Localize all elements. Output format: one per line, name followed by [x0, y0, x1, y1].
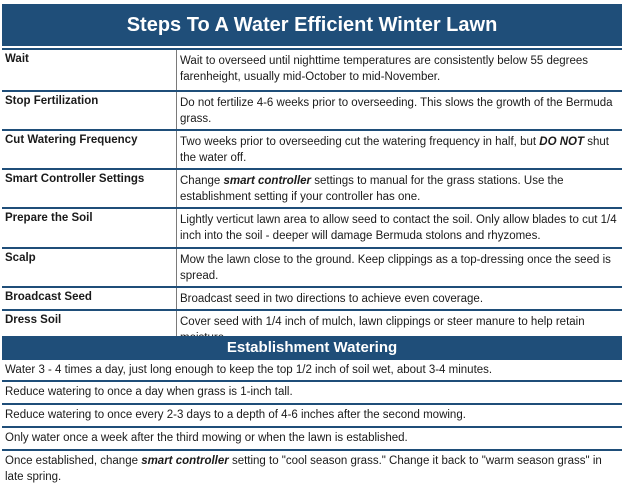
list-item: Reduce watering to once every 2-3 days to a depth of 4-6 inches after the second mowing.	[2, 405, 622, 428]
list-item: Only water once a week after the third mowing or when the lawn is established.	[2, 428, 622, 451]
table-row	[2, 49, 622, 91]
step-text: Change smart controller settings to manual for the grass stations. Use the establishment setting if your controller has one.	[177, 169, 623, 208]
table-row	[2, 208, 622, 248]
step-text: Two weeks prior to overseeding cut the watering frequency in half, but DO NOT shut the water off.	[177, 130, 623, 169]
table-row	[2, 287, 622, 310]
step-text: Wait to overseed until nighttime temperatures are consistently below 55 degrees farenheight, usually mid-October to mid-November.	[177, 49, 623, 91]
list-item: Water 3 - 4 times a day, just long enough to keep the top 1/2 inch of soil wet, about 3-4 minutes.	[2, 360, 622, 382]
steps-table	[2, 48, 622, 350]
emphasis-text: smart controller	[223, 175, 312, 187]
step-text: Do not fertilize 4-6 weeks prior to overseeding. This slows the growth of the Bermuda grass.	[177, 91, 623, 130]
table-row	[2, 130, 622, 169]
step-label: Cut Watering Frequency	[2, 130, 177, 169]
step-text: Broadcast seed in two directions to achieve even coverage.	[177, 287, 623, 310]
step-text: Lightly verticut lawn area to allow seed to contact the soil. Only allow blades to cut 1/4 inch into the soil - deeper will damage Bermuda stolons and rhyzomes.	[177, 208, 623, 248]
step-text: Mow the lawn close to the ground. Keep clippings as a top-dressing once the seed is spread.	[177, 248, 623, 287]
list-item: Reduce watering to once a day when grass is 1-inch tall.	[2, 382, 622, 405]
emphasis-text: DO NOT	[539, 136, 584, 148]
step-label: Stop Fertilization	[2, 91, 177, 130]
step-text: Cover seed with 1/4 inch of mulch, lawn clippings or steer manure to help retain	[177, 310, 623, 349]
table-row	[2, 91, 622, 130]
page-title: Steps To A Water Efficient Winter Lawn	[2, 4, 622, 46]
step-label: Dress Soil	[2, 310, 177, 349]
emphasis-text: smart controller	[141, 455, 229, 467]
watering-list	[2, 360, 622, 486]
section-title: Establishment Watering	[2, 336, 622, 360]
list-item: Once established, change smart controller setting to "cool season grass." Change it back to "warm season grass" in late spring.	[5, 455, 602, 483]
step-label: Wait	[2, 49, 177, 91]
step-label: Prepare the Soil	[2, 208, 177, 248]
table-row	[2, 169, 622, 208]
step-label: Smart Controller Settings	[2, 169, 177, 208]
table-row	[2, 248, 622, 287]
step-label: Broadcast Seed	[2, 287, 177, 310]
step-label: Scalp	[2, 248, 177, 287]
